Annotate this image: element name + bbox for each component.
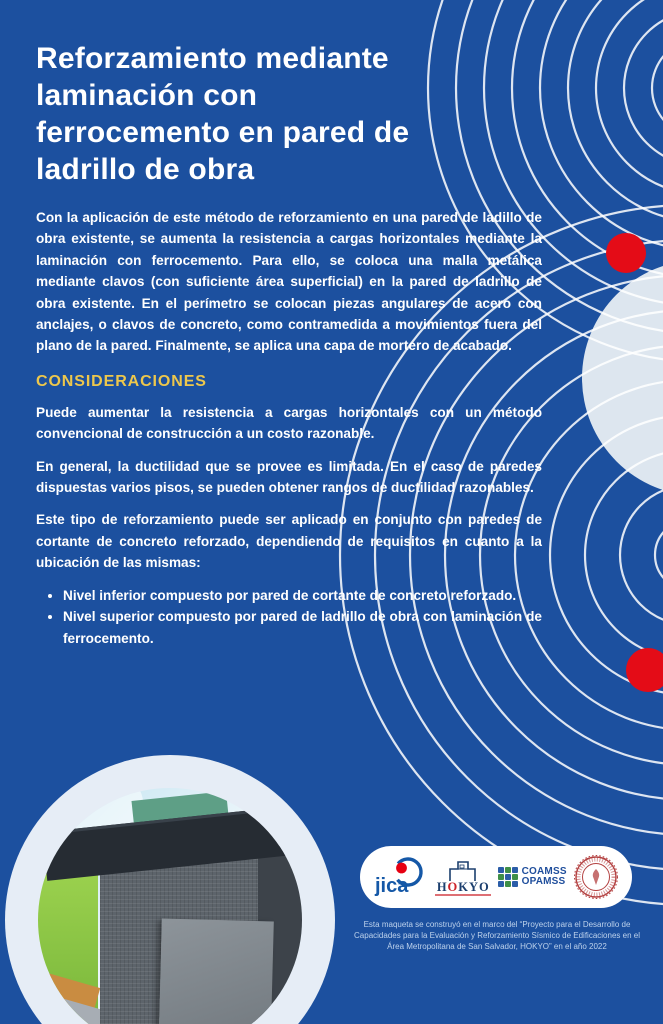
page-title-line-2: laminación con: [36, 79, 258, 112]
photo-circle-ring: [5, 755, 335, 1024]
coamss-grid-icon: [498, 867, 518, 887]
hokyo-letters-kyo: KYO: [458, 879, 490, 894]
consideration-paragraph-1: Puede aumentar la resistencia a cargas horizontales con un método convencional de construcción a un costo razonable.: [36, 404, 542, 442]
hokyo-letter-o: O: [447, 879, 459, 894]
coamss-line: COAMSS: [521, 865, 567, 877]
page-title: [36, 40, 542, 188]
mortar-panel: [158, 919, 274, 1024]
hokyo-logo: [435, 859, 491, 896]
consideration-paragraph-2: En general, la ductilidad que se provee es limitada. En el caso de paredes dispuestas varios pisos, se pueden obtener rangos de ductilidad razonables.: [36, 458, 542, 496]
content-column: [36, 40, 542, 649]
page-title-line-1: Reforzamiento mediante: [36, 42, 389, 75]
hokyo-subtitle-line: [435, 894, 491, 896]
pale-circle: [582, 260, 663, 496]
coamss-opamss-logo: [498, 867, 567, 888]
bullet-item-1: • Nivel inferior compuesto por pared de cortante de concreto reforzado.: [63, 585, 542, 606]
consideration-paragraph-3: Este tipo de reforzamiento puede ser aplicado en conjunto con paredes de cortante de concreto reforzado, dependiendo de requisitos en cuanto a la ubicación de las mismas:: [36, 512, 542, 571]
coamss-wordmark: [522, 867, 567, 888]
circular-seal-logo: [573, 854, 619, 900]
footer-note: Esta maqueta se construyó en el marco del “Proyecto para el Desarrollo de Capacidades para la Evaluación y Reforzamiento Sísmico de Edificaciones en el Área Metropolitana de San Salvador, HOKYO” en el año 2022: [354, 920, 640, 951]
opamss-line: OPAMSS: [521, 876, 566, 887]
wall-model-photo: [38, 788, 302, 1024]
section-heading: CONSIDERACIONES: [36, 372, 207, 390]
jica-red-sun-icon: [396, 863, 407, 874]
jica-logo-graphic: [373, 856, 429, 898]
logo-pill: [360, 846, 632, 908]
hokyo-letter-h: H: [436, 879, 448, 894]
bullet-item-2: • Nivel superior compuesto por pared de ladrillo de obra con laminación de ferrocemento.: [63, 606, 542, 649]
intro-paragraph: Con la aplicación de este método de reforzamiento en una pared de ladillo de obra existente, se aumenta la resistencia a cargas horizontales mediante la laminación con ferrocemento. Para ello, se coloca una malla metálica mediante clavos (con suficiente área superficial) en la pared de ladrillo de obra existente. En el perímetro se colocan piezas angulares de acero con anclajes, o clavos de concreto, como contramedida a movimientos fuera del plano de la pared. Finalmente, se aplica una capa de mortero de acabado.: [36, 210, 542, 354]
bullet-list: [36, 585, 542, 649]
red-dot-top: [606, 233, 646, 273]
jica-logo: [373, 856, 429, 898]
hokyo-wordmark: [437, 881, 490, 893]
hokyo-building-icon: [443, 859, 483, 881]
red-dot-bottom: [626, 648, 663, 692]
jica-wordmark: jica: [375, 875, 409, 897]
page-title-line-3: ferrocemento en pared de: [36, 116, 410, 149]
page-title-line-4: ladrillo de obra: [36, 153, 255, 186]
